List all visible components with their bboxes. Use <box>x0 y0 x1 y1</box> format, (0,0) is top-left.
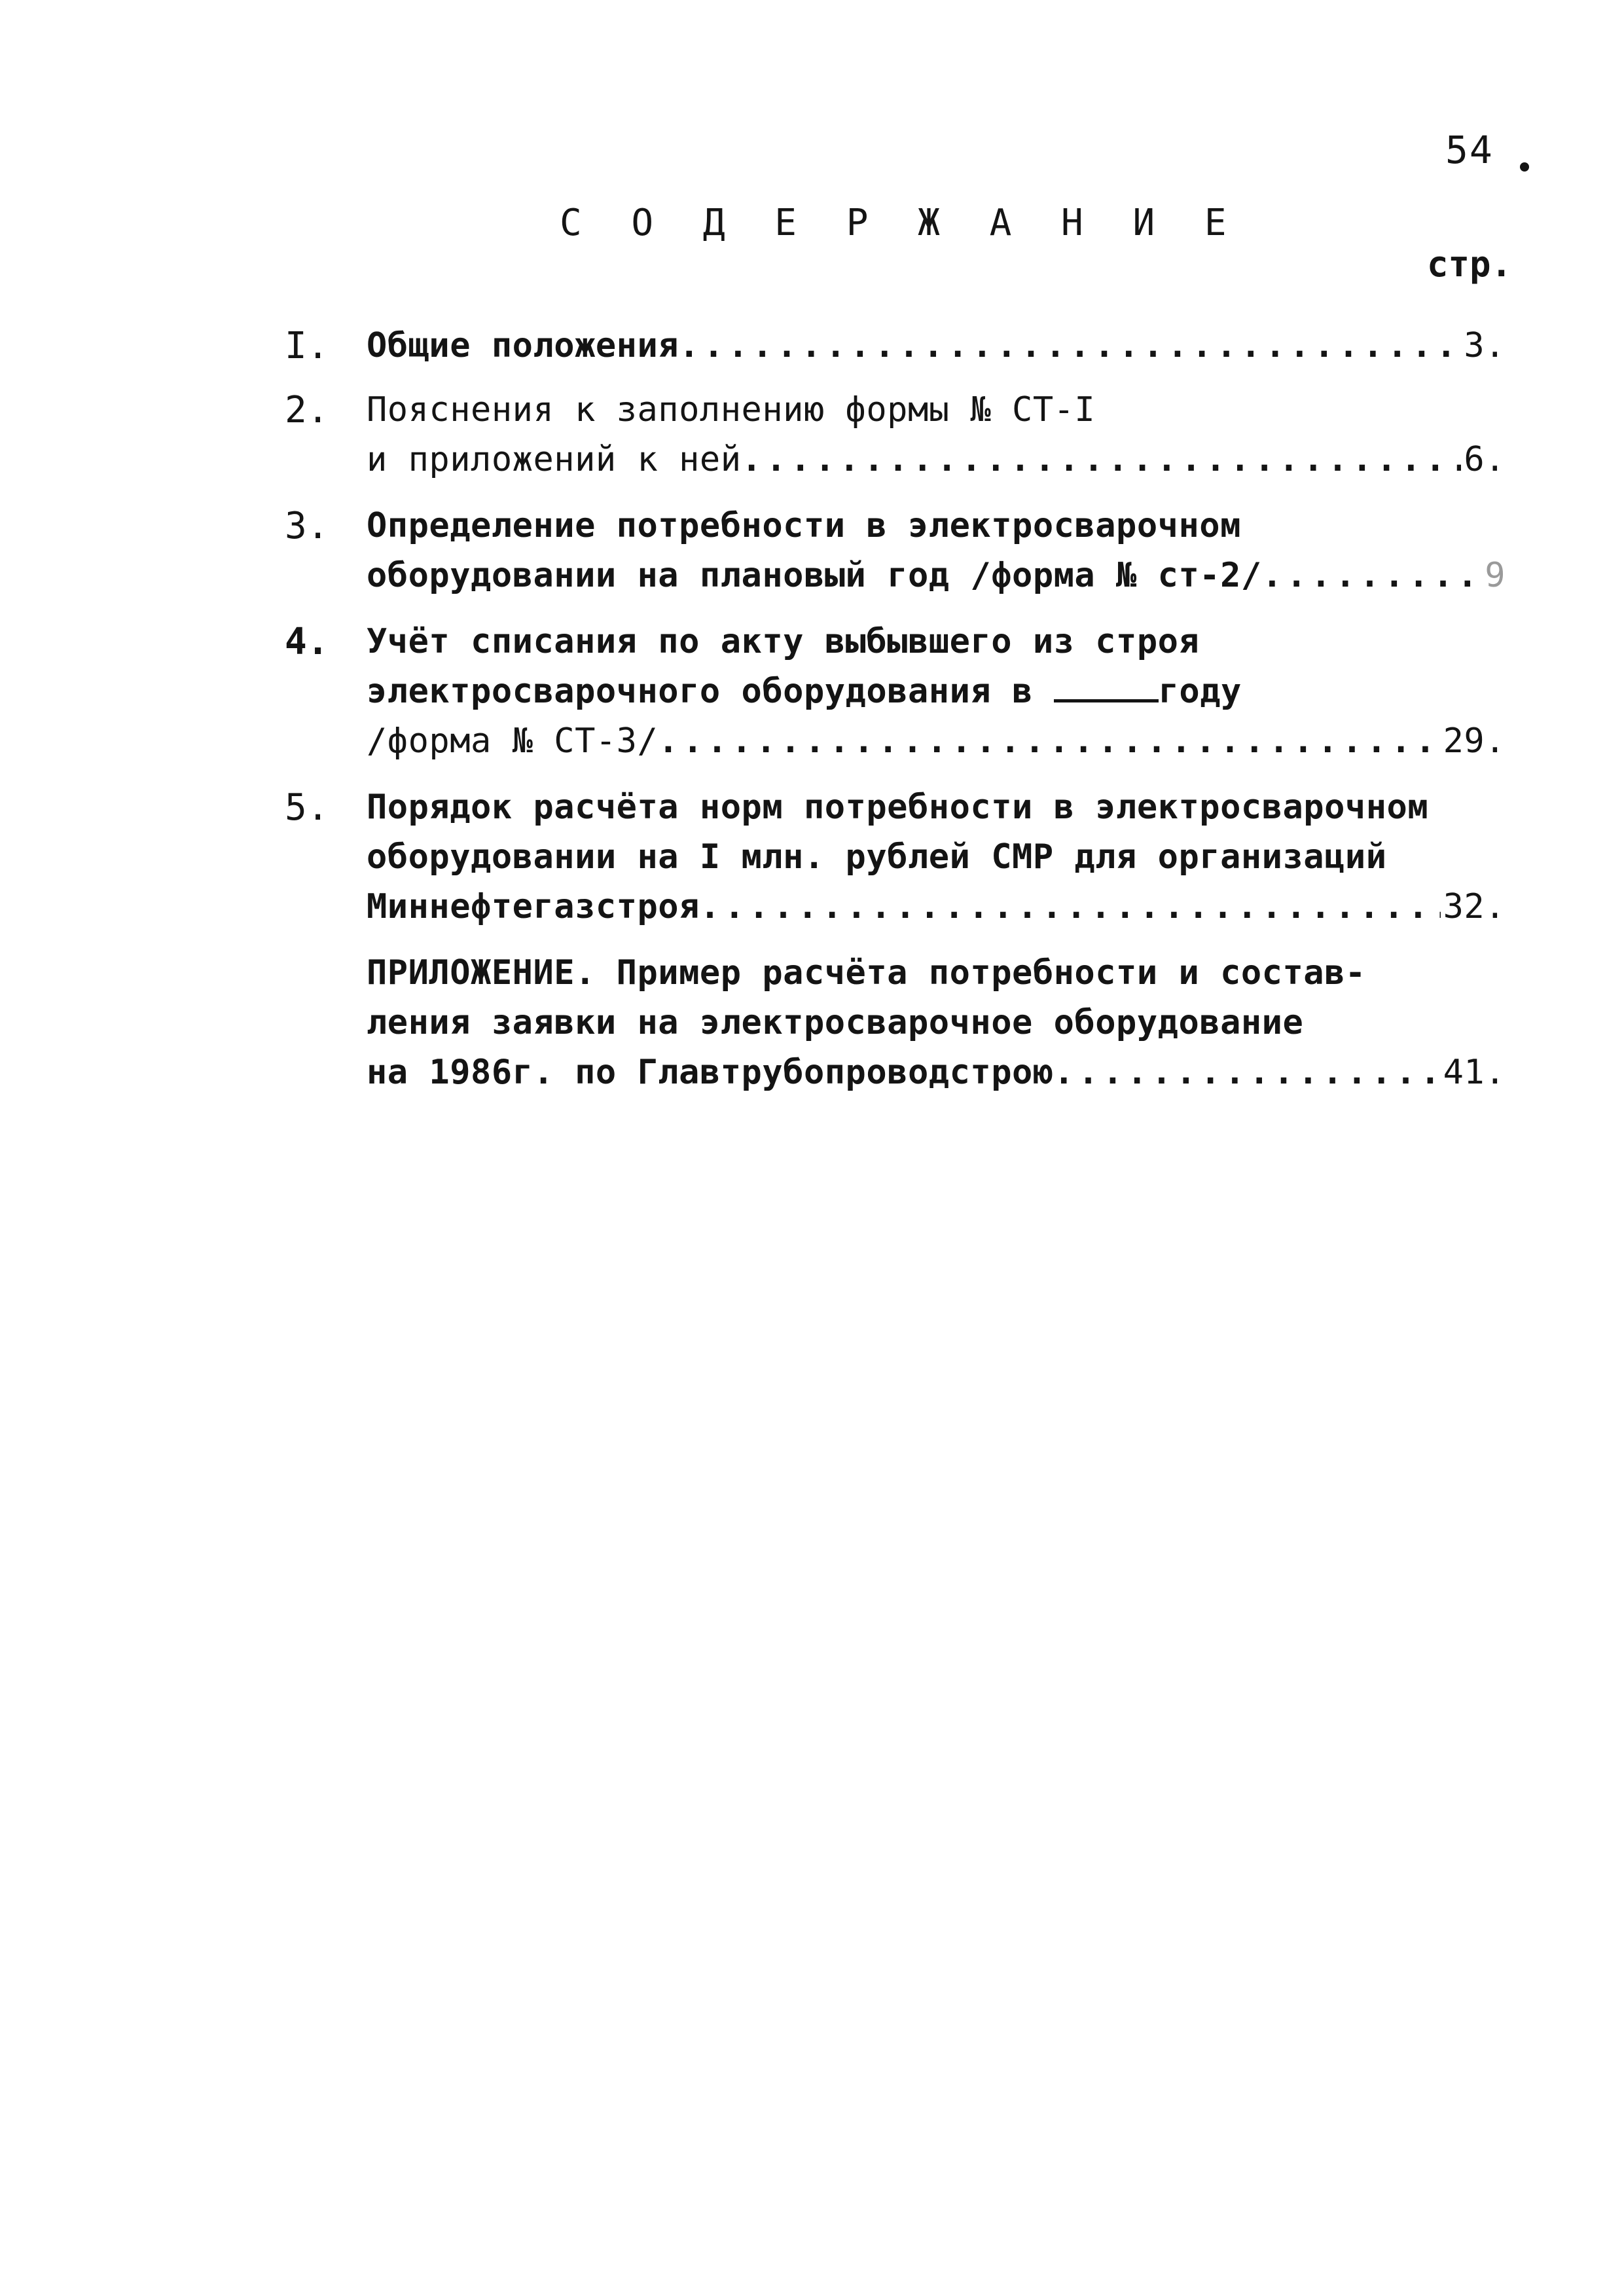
toc-entry-line: ПРИЛОЖЕНИЕ. Пример расчёта потребности и состав- <box>367 953 1366 993</box>
toc-entry-page: 32. <box>1443 887 1506 926</box>
toc-entry-line: ления заявки на электросварочное оборудование <box>367 1003 1304 1042</box>
toc-entry-number: 5. <box>285 786 329 829</box>
dot-leader <box>1262 551 1483 600</box>
toc-entry-title: Миннефтегазстроя <box>367 887 700 926</box>
toc-entry-number: I. <box>285 325 329 367</box>
toc-entry-line: Определение потребности в электросварочном <box>367 506 1241 545</box>
page-column-header: стр. <box>1427 244 1513 285</box>
toc-entry-line <box>367 435 1506 484</box>
toc-entry-line: Учёт списания по акту выбывшего из строя <box>367 622 1200 661</box>
toc-entry-line <box>367 716 1506 766</box>
toc-entry-line <box>367 551 1506 600</box>
toc-entry-page: 41. <box>1443 1053 1506 1092</box>
toc-entry-line <box>367 666 1506 716</box>
toc-entry-number: 4. <box>285 621 329 663</box>
dot-leader <box>679 321 1461 371</box>
toc-entry-line-end: году <box>1158 672 1242 711</box>
dot-leader <box>742 435 1462 484</box>
toc-entry-number: 3. <box>285 505 329 547</box>
toc-entry-page: 3. <box>1464 326 1506 365</box>
dot-leader <box>1054 1048 1441 1097</box>
toc-entry-line <box>367 1048 1506 1097</box>
toc-entry-line-start: электросварочного оборудования в <box>367 672 1054 711</box>
toc-entry-line <box>367 321 1506 371</box>
page-number: 54 <box>1445 128 1494 172</box>
toc-entry-line: оборудовании на I млн. рублей СМР для организаций <box>367 837 1387 877</box>
toc-entry-number: 2. <box>285 389 329 431</box>
toc-entry-title: /форма № СТ-3/ <box>367 721 659 761</box>
toc-entry-line <box>367 882 1506 932</box>
toc-entry-line: Пояснения к заполнению формы № СТ-I <box>367 390 1096 429</box>
dot-leader <box>658 716 1440 766</box>
toc-entry-title: оборудовании на плановый год /форма № ст-2/ <box>367 556 1262 595</box>
toc-entry-page: 29. <box>1443 721 1506 761</box>
page-title: С О Д Е Р Ж А Н И Е <box>560 202 1240 244</box>
toc-entry-title: и приложений к ней <box>367 440 742 479</box>
dot-leader <box>700 882 1441 932</box>
toc-entry-page: 9 <box>1485 556 1506 595</box>
toc-entry-page: 6. <box>1464 440 1506 479</box>
toc-entry-title: на 1986г. по Главтрубопроводстрою <box>367 1053 1054 1092</box>
year-blank <box>1054 673 1159 702</box>
toc-entry-title: Общие положения <box>367 326 679 365</box>
toc-entry-line: Порядок расчёта норм потребности в электросварочном <box>367 788 1429 827</box>
